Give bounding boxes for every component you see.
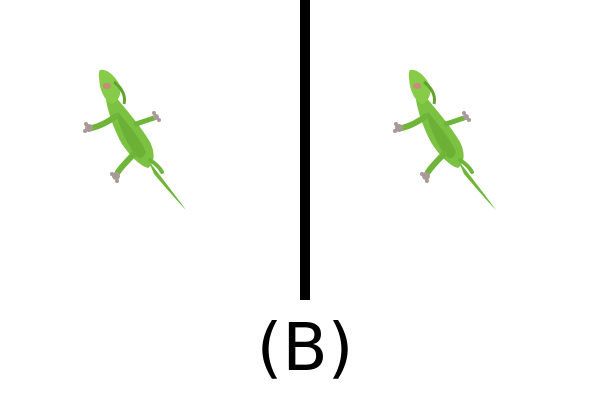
right-panel <box>310 0 610 300</box>
lizard-icon <box>380 60 510 220</box>
left-panel <box>0 0 300 300</box>
vertical-divider <box>300 0 310 300</box>
lizard-icon <box>70 60 200 220</box>
figure-caption: (B) <box>256 309 354 386</box>
